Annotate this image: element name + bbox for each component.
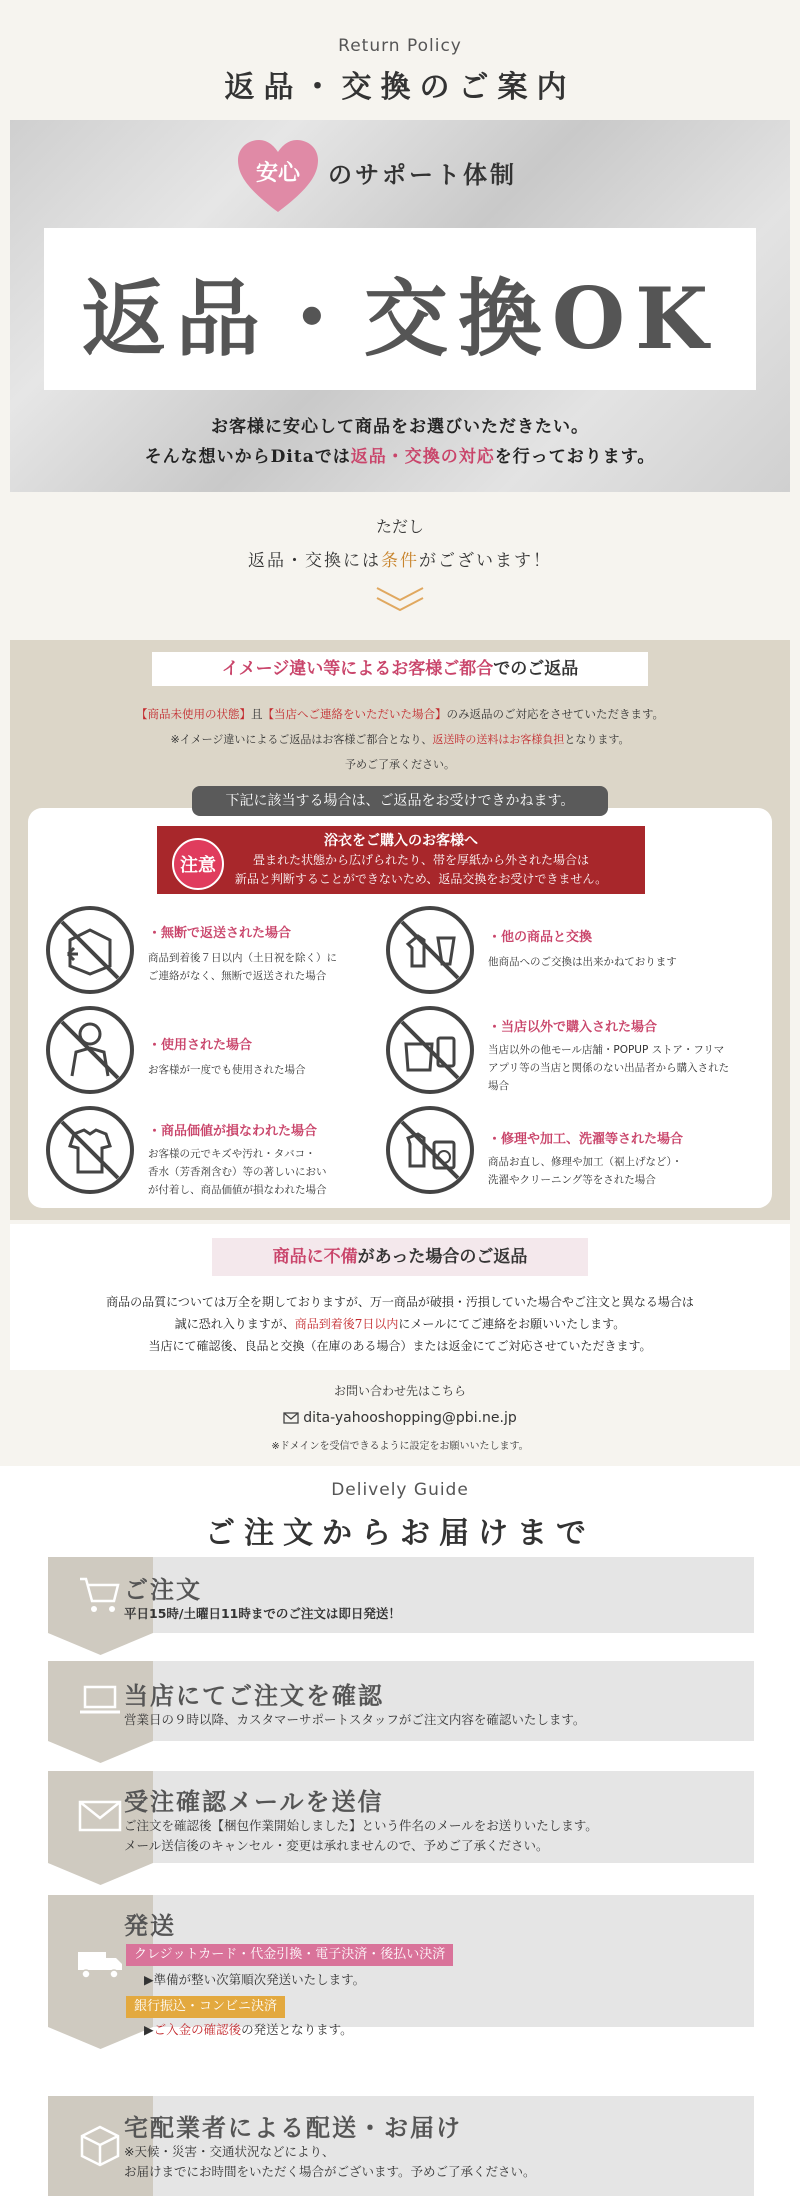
step-title: 宅配業者による配送・お届け: [124, 2113, 462, 2142]
mail-icon: [283, 1412, 299, 1424]
defect-p2: 誠に恐れ入りますが、商品到着後7日以内にメールにてご連絡をお願いいたします。: [174, 1317, 626, 1331]
caution-line-2: 新品と判断することができないため、返品交換をお受けできません。: [234, 872, 608, 886]
laptop-icon: [78, 1684, 122, 1718]
return-note-2: 予めご了承ください。: [345, 758, 455, 771]
exchange-icon: [384, 904, 476, 996]
item-desc: アプリ等の当店と関係のない出品者から購入された: [488, 1062, 730, 1074]
list-item: [148, 1034, 368, 1079]
step-title: ご注文: [124, 1575, 202, 1604]
hero-line-2: そんな想いからDitaでは返品・交換の対応を行っております。: [144, 447, 656, 467]
item-desc: が付着し、商品価値が損なわれた場合: [148, 1184, 327, 1196]
list-item: [488, 926, 768, 971]
item-desc: 場合: [488, 1080, 509, 1092]
headline-text: 返品・交換OK: [81, 269, 719, 368]
box-return-icon: [44, 904, 136, 996]
payment-bar-2: 銀行振込・コンビニ決済: [126, 1996, 285, 2018]
item-title: ・商品価値が損なわれた場合: [148, 1124, 318, 1139]
contact-email-link[interactable]: dita-yahooshopping@pbi.ne.jp: [303, 1410, 517, 1426]
step-desc: 平日15時/土曜日11時までのご注文は即日発送！: [124, 1606, 401, 1621]
step-arrow: [48, 1741, 153, 1763]
item-desc: 香水（芳香剤含む）等の著しいにおい: [148, 1166, 327, 1178]
anshin-badge: 安心: [255, 160, 300, 186]
yukata-caution-banner: [157, 826, 645, 894]
caution-title: 浴衣をご購入のお客様へ: [324, 833, 478, 849]
step-desc-2: メール送信後のキャンセル・変更は承れませんので、予めご了承ください。: [124, 1838, 549, 1853]
step-desc: ご注文を確認後【梱包作業開始しました】という件名のメールをお送りいたします。: [124, 1818, 598, 1833]
defect-title: 商品に不備があった場合のご返品: [212, 1238, 588, 1276]
step-arrow: [48, 1863, 153, 1885]
defect-p1: 商品の品質については万全を期しておりますが、万一商品が破損・汚損していた場合やご注文と異なる場合は: [106, 1295, 694, 1309]
list-item: [488, 1128, 778, 1189]
cart-icon: [78, 1575, 122, 1615]
shop-bag-icon: [384, 1004, 476, 1096]
contact-label: お問い合わせ先はこちら: [333, 1384, 466, 1398]
item-title: ・修理や加工、洗濯等された場合: [488, 1132, 684, 1147]
cannot-accept-pill: 下記に該当する場合は、ご返品をお受けできかねます。: [192, 786, 608, 816]
list-item: [148, 922, 368, 985]
hero-line-1: お客様に安心して商品をお選びいただきたい。: [211, 417, 589, 437]
damaged-shirt-icon: [44, 1104, 136, 1196]
item-title: ・他の商品と交換: [488, 930, 593, 945]
defect-p3: 当店にて確認後、良品と交換（在庫のある場合）または返金にてご対応させていただきます。: [148, 1339, 652, 1353]
step-desc-2: お届けまでにお時間をいただく場合がございます。予めご了承ください。: [124, 2164, 536, 2179]
step-title: 当店にてご注文を確認: [124, 1681, 384, 1710]
payment-note-1: ▶準備が整い次第順次発送いたします。: [144, 1972, 366, 1987]
customer-reason-title: イメージ違い等によるお客様ご都合でのご返品: [152, 652, 648, 686]
delivery-subtitle: Delively Guide: [331, 1480, 469, 1500]
payment-bar-1: クレジットカード・代金引換・電子決済・後払い決済: [126, 1944, 453, 1966]
condition-line: 返品・交換には条件がございます！: [248, 551, 552, 571]
caution-line-1: 畳まれた状態から広げられたり、帯を厚紙から外された場合は: [252, 853, 589, 867]
item-title: ・使用された場合: [148, 1038, 253, 1053]
item-desc: 商品お直し、修理や加工（裾上げなど）・: [488, 1156, 683, 1168]
item-desc: 他商品へのご交換は出来かねております: [488, 956, 677, 968]
truck-icon: [76, 1948, 124, 1980]
return-rule: 【商品未使用の状態】且【当店へご連絡をいただいた場合】のみ返品のご対応をさせていただきます。: [135, 707, 665, 721]
delivery-title: ご注文からお届けまで: [205, 1516, 595, 1551]
return-note: ※イメージ違いによるご返品はお客様ご都合となり、返送時の送料はお客様負担となります。: [170, 733, 630, 746]
contact-note: ※ドメインを受信できるように設定をお願いいたします。: [271, 1441, 529, 1452]
item-desc: 商品到着後７日以内（土日祝を除く）に: [148, 952, 337, 964]
step-desc: ※天候・災害・交通状況などにより、: [124, 2144, 335, 2159]
step-title: 受注確認メールを送信: [124, 1787, 384, 1816]
item-desc: 洗濯やクリーニング等をされた場合: [488, 1174, 656, 1186]
section-subtitle: Return Policy: [338, 36, 462, 56]
step-title: 発送: [124, 1911, 176, 1940]
repair-wash-icon: [384, 1104, 476, 1196]
item-desc: お客様の元でキズや汚れ・タバコ・: [148, 1148, 316, 1160]
mail-icon: [78, 1800, 122, 1832]
package-icon: [78, 2124, 122, 2168]
step-desc: 営業日の９時以降、カスタマーサポートスタッフがご注文内容を確認いたします。: [124, 1712, 586, 1727]
payment-note-2: ▶ご入金の確認後の発送となります。: [144, 2022, 353, 2037]
support-label: のサポート体制: [328, 160, 517, 189]
contact-email-row: [0, 1410, 800, 1426]
item-desc: 当店以外の他モール店舗・POPUP ストア・フリマ: [488, 1044, 725, 1056]
tadashi-label: ただし: [375, 517, 424, 536]
used-kimono-icon: [44, 1004, 136, 1096]
list-item: [148, 1120, 368, 1199]
item-desc: ご連絡がなく、無断で返送された場合: [148, 970, 327, 982]
item-desc: お客様が一度でも使用された場合: [148, 1064, 306, 1076]
caution-badge: 注意: [172, 838, 224, 890]
item-title: ・無断で返送された場合: [148, 926, 292, 941]
page-title: 返品・交換のご案内: [224, 70, 576, 105]
item-title: ・当店以外で購入された場合: [488, 1020, 658, 1035]
step-arrow: [48, 1633, 153, 1655]
chevron-down-icon: [375, 584, 425, 616]
step-arrow: [48, 2027, 153, 2049]
list-item: [488, 1016, 778, 1095]
